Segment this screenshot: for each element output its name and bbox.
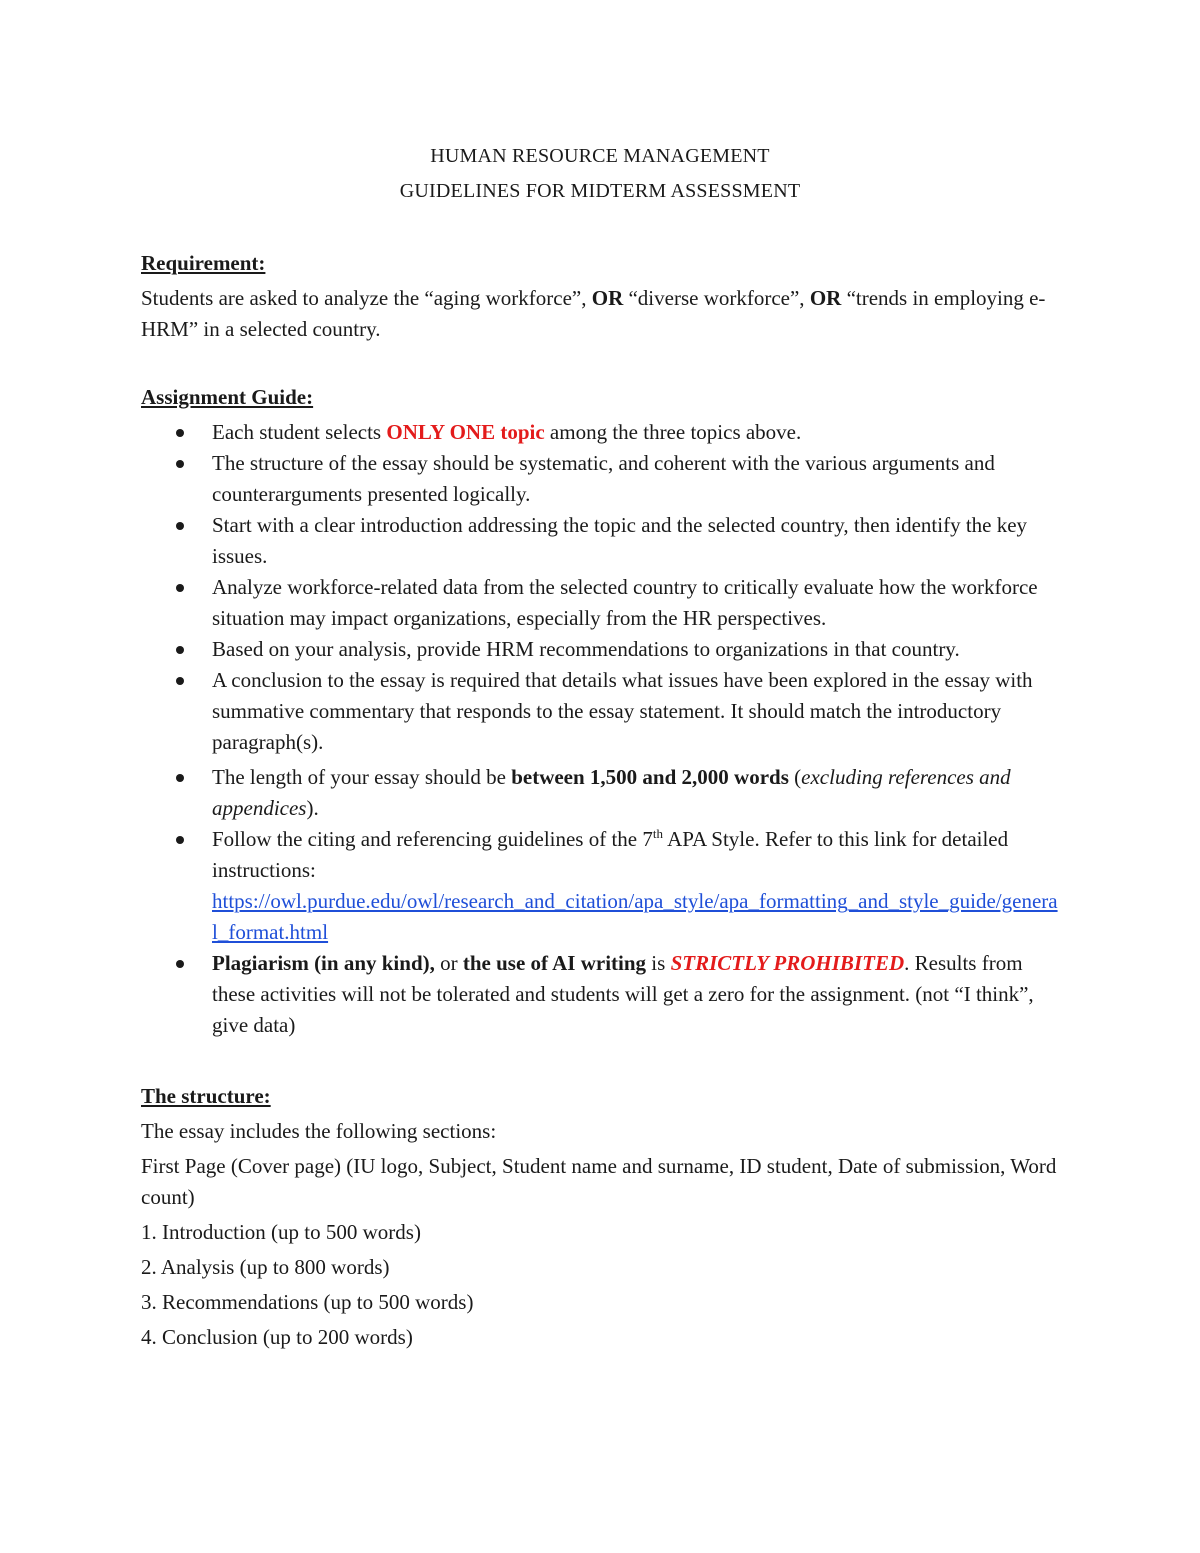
list-item: A conclusion to the essay is required that details what issues have been explored in the essay with summative commentary that responds to the essay statement. It should match the introductory paragraph(s).: [141, 665, 1061, 758]
structure-intro: The essay includes the following sections:: [141, 1119, 497, 1143]
structure-sections-list: [141, 1217, 1061, 1353]
list-item: Follow the citing and referencing guidelines of the 7th APA Style. Refer to this link for detailed instructions: https://owl.purdue.edu/owl/research_and_citation/apa_style/apa_formatting_and_style_guide/general_format.html: [141, 824, 1061, 948]
requirement-section: [141, 248, 1061, 345]
structure-heading: The structure:: [141, 1084, 271, 1108]
list-item: The length of your essay should be between 1,500 and 2,000 words (excluding references and appendices).: [141, 762, 1061, 824]
assignment-guide-list: [141, 417, 1061, 1041]
requirement-text: Students are asked to analyze the “aging workforce”, OR “diverse workforce”, OR “trends in employing e-HRM” in a selected country.: [141, 286, 1046, 341]
structure-first-page: First Page (Cover page) (IU logo, Subject, Student name and surname, ID student, Date of submission, Word count): [141, 1154, 1057, 1209]
document-subtitle: GUIDELINES FOR MIDTERM ASSESSMENT: [399, 180, 801, 202]
list-item: 1. Introduction (up to 500 words): [141, 1220, 421, 1244]
apa-style-link[interactable]: https://owl.purdue.edu/owl/research_and_citation/apa_style/apa_formatting_and_style_guide/general_format.html: [212, 889, 1058, 944]
list-item: 3. Recommendations (up to 500 words): [141, 1290, 474, 1314]
list-item: 4. Conclusion (up to 200 words): [141, 1325, 413, 1349]
list-item: The structure of the essay should be systematic, and coherent with the various arguments and counterarguments presented logically.: [141, 448, 1061, 510]
list-item: Based on your analysis, provide HRM recommendations to organizations in that country.: [141, 634, 1061, 665]
assignment-guide-section: [141, 382, 1061, 1041]
list-item: Start with a clear introduction addressing the topic and the selected country, then identify the key issues.: [141, 510, 1061, 572]
list-item: Analyze workforce-related data from the selected country to critically evaluate how the workforce situation may impact organizations, especially from the HR perspectives.: [141, 572, 1061, 634]
assignment-guide-heading: Assignment Guide:: [141, 385, 314, 409]
document-title: HUMAN RESOURCE MANAGEMENT: [430, 145, 770, 167]
list-item: Each student selects ONLY ONE topic among the three topics above.: [141, 417, 1061, 448]
list-item: 2. Analysis (up to 800 words): [141, 1255, 390, 1279]
structure-section: [141, 1081, 1061, 1357]
requirement-heading: Requirement:: [141, 251, 266, 275]
list-item: Plagiarism (in any kind), or the use of AI writing is STRICTLY PROHIBITED. Results from these activities will not be tolerated and students will get a zero for the assignment. (not “I think”, give data): [141, 948, 1061, 1041]
